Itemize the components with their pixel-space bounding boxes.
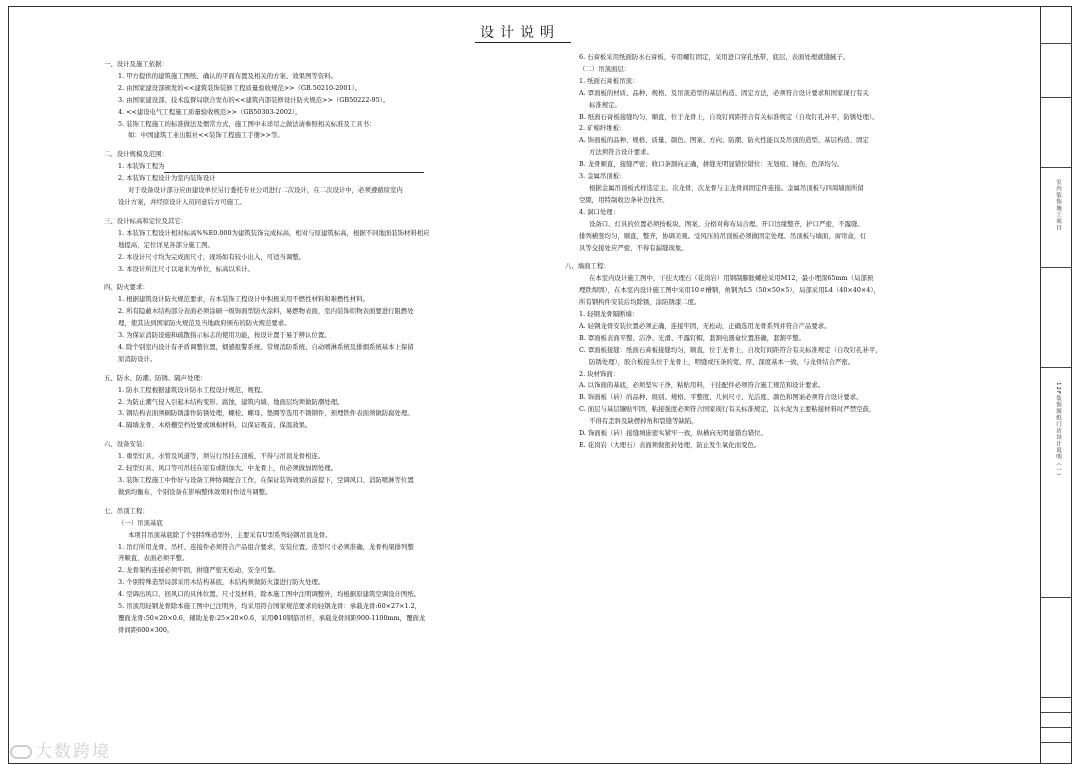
text-line [104,228,544,240]
title-block-divider [1041,43,1071,44]
text-line [104,487,544,499]
text-line-content: 防锈处理），胶合板接头位于龙骨上，明缝或压条的宽、厚、深度基本一致，与龙骨结合严密。 [589,357,855,366]
text-line-content: 标准规定。 [589,100,621,109]
text-line-content: 二、设计规模及范围： [104,150,168,159]
text-line-content: A. 罩面板的材质、品种、规格、及吊顶造型的基层构造、固定方法，必须符合设计要求和国家现行有关 [579,88,869,97]
text-line-content: 6. 石膏板采用纸面防水石膏板，专用螺钉固定，采用进口穿孔纸带，底层、表面处理就缝腻子。 [579,53,850,61]
text-line-content: 如：中国建筑工业出版社<<装饰工程施工手册>>等。 [128,131,284,140]
text-line-content: E. 花岗岩（大理石）表面须做密封处理，防止发生氧化而变色。 [579,441,761,449]
text-line [104,439,544,451]
text-line [104,354,544,366]
text-line-content: 1. 根据建筑设计防火规范要求，在本装饰工程设计中积极采用不燃性材料和难燃性材料。 [118,295,369,304]
text-line [104,385,544,397]
text-line [565,261,1000,273]
text-line-content: 具等交接处应严密，不得有漏缝现象。 [579,243,688,252]
text-line-content: B. 饰面板（砖）的品种、级别、规格、平整度、几何尺寸、光洁度、颜色和图案必须符合设计要求。 [579,393,863,402]
chat-bubble-icon [10,745,32,759]
text-line-content: （一）吊顶基底 [118,518,163,527]
title-block-divider [1041,167,1071,168]
text-line [565,345,1000,357]
text-line [104,506,544,518]
text-line [565,219,1000,231]
text-line-content: 骨间距600×300。 [118,625,174,634]
text-line [104,240,544,252]
text-line [104,408,544,420]
text-line-content: 1. 轻钢龙骨隔断墙： [579,310,639,319]
text-line-content: 4. 隔墙龙骨、木格栅空档处要或填棉材料，以保证吸音、保温效果。 [118,421,312,430]
text-line-content: 理，使其达到国家防火规范及当地政府颁布的防火规范要求。 [118,319,291,328]
text-line-content: 4. 除个别室内设计有矛盾调整位置，烟感报警系统、常规消防系统、自动喷淋系统及排烟系统基本上保留 [118,342,414,351]
text-line-content: 2. 为防止潮气侵入引起木结构变形、腐蚀，建筑内墙、地面层均须做防潮处理。 [118,397,344,406]
text-line [565,416,1000,428]
text-line [565,273,1000,285]
left-column [104,52,544,637]
text-line-content: 排列横竖均匀，顺直，整齐，协调美观。受风压的吊顶板必须做固定处理。吊顶板与墙面，窗帘盒，灯 [579,231,867,240]
text-line-content: 3. 本设计所注尺寸以毫米为单位，标高以米计。 [118,264,254,273]
text-line-content: 地提高，定位详见各部分施工图。 [118,240,214,249]
text-line [104,625,544,637]
text-line [104,216,544,228]
watermark [10,737,111,762]
text-line-content: 做到均衡布，个别设备在影响整体效果时作适当调整。 [118,487,272,496]
text-line-content: 空隙，用特制收边条补边找齐。 [579,195,669,204]
text-line [565,309,1000,321]
text-line [565,183,1000,195]
text-line [104,475,544,487]
text-line [104,530,544,542]
project-label: 室内装饰施工项目 [1055,179,1061,231]
text-line [104,197,544,209]
text-line [104,397,544,409]
text-line [104,83,544,95]
text-line-content: 所有钢构件安装后均除锈，涂防锈漆二度。 [579,298,701,307]
text-line-content: 5. 吊顶用轻钢龙骨除本施工图中已注明外，均采用符合国家规范要求的轻钢龙骨：承载龙骨:60×27×1.2， [118,602,422,611]
text-line [104,565,544,577]
text-line [565,147,1000,159]
text-line-content: 2. 矿棉纤维板： [579,124,626,133]
text-line [104,173,544,185]
text-line-content: A. 以饰面的基底，必须坚实干净，粘贴用料，干挂配件必须符合施工规范和设计要求。 [579,381,825,390]
text-line [104,613,544,625]
text-line-content: 2. 块材饰面： [579,369,620,378]
text-line [565,440,1000,452]
text-line-content: 3. 由国家建设部、技术监督局联合发布的<<建筑内部装修设计防火规范>>（GB50222-95）。 [118,95,390,104]
text-line [104,577,544,589]
text-line-content: 对于设备设计部分应由建设单位另行委托专业公司进行二次设计，在二次设计中，必须遵循原室内 [128,186,403,195]
text-line [104,518,544,530]
text-line-content: 方法须符合设计要求。 [589,148,653,157]
text-line-content: 3. 装饰工程施工中作好与设备工种协调配合工作，在保证装饰效果的前提下，空调风口、消防喷淋等位置 [118,476,414,484]
text-line [104,342,544,354]
text-line [104,95,544,107]
title-block-divider [1041,697,1071,698]
text-line [104,161,544,173]
text-line-content: 3. 钢结构表面须刷防锈漆作防锈处理，螺栓、螺母、垫圈等选用不锈钢件，预埋铁件表面须做防腐处理。 [118,409,414,418]
text-line-content: B. 纸面石膏板接缝均匀，顺直，位于龙骨上，自攻钉间距符合有关标准规定（自攻钉孔补平，防锈处理）。 [579,112,879,121]
text-line-content: 覆面龙骨:50×20×0.6，辅助龙骨:25×20×0.6，采用Φ10钢筋吊杆，承载龙骨间距900-1100mm，覆面龙 [118,613,426,622]
text-line [565,135,1000,147]
text-line [104,59,544,71]
text-line [565,380,1000,392]
text-line [104,185,544,197]
text-line [565,171,1000,183]
text-line-content: 1. 甲方提供的建筑施工图纸、确认的平面布置及相关的方案、效果图等资料。 [118,71,338,80]
text-line [565,321,1000,333]
text-line [565,231,1000,243]
text-line [565,285,1000,297]
text-line [104,318,544,330]
text-line-content: 1. 重型灯具、水管及风道等，须另行吊挂在顶板，不得与吊顶龙骨相连。 [118,452,325,461]
text-line [104,601,544,613]
text-line-content: 2. 由国家建设部颁发的<<建筑装饰装修工程质量验收规范>>（GB.50210-2001）。 [118,83,362,92]
title-underline [475,42,571,43]
text-line-content: 2. 龙骨架构连接必须牢固，拼缝严密无松动，安全可靠。 [118,566,280,575]
text-line [104,330,544,342]
text-line-content: 六、设备安装： [104,440,149,449]
text-line-content: （二）吊顶面层： [579,64,631,73]
text-line [565,243,1000,255]
title-block-divider [1041,367,1071,368]
text-line [565,404,1000,416]
text-line [104,542,544,554]
text-line-content: 设计方案，并经原设计人员同意后方可施工。 [118,197,246,206]
text-line-content: 2. 所有隐蔽木结构部分表面必须涂刷一级饰面型防火涂料，易燃物表面，室内装饰织物表面要进行阻燃处 [118,307,414,316]
text-line [104,373,544,385]
title-block-divider [1041,727,1071,728]
text-line-content: B. 罩面板表面平整、洁净、光滑、不露钉帽，套割电器盒位置准确，套割平整。 [579,333,806,342]
text-line-content: 3. 金属吊顶板： [579,172,626,181]
text-line [104,306,544,318]
text-line [104,451,544,463]
text-line [565,112,1000,124]
text-line-content: A. 饰面板的品种、规格、质量、颜色、图案、方向、防潮、防火性能以及吊顶的造型、基层构造、固定 [579,136,869,145]
text-line [565,76,1000,88]
text-line [104,553,544,565]
title-block-divider [1041,742,1071,743]
text-line-content: 1. 吊灯所用龙骨、吊杆、连接件必须符合产品组合要求，安装位置、造型尺寸必须准确，龙骨构架排列整 [118,542,414,551]
fill-in-blank [164,165,424,173]
text-line-content: 八、墙面工程： [565,262,610,271]
text-line-content: 1. 本装饰工程设计相对标高%%E0.000为建筑装饰完成标高，相对与原建筑标高，根据不同地面装饰材料相应 [118,228,430,237]
text-line-content: 齐顺直，表面必须平整。 [118,554,189,563]
title-block-divider [1041,267,1071,268]
text-line [565,357,1000,369]
text-line-content: 3. 为保证消防设施和疏散指示标志的使用功能，按设计置于易于辨认位置。 [118,331,331,340]
text-line [565,64,1000,76]
drawing-title: 12F装饰图纸门店设计说明（一） [1055,382,1061,480]
text-line-content: 四、防火要求： [104,283,149,292]
text-line [565,100,1000,112]
text-line [565,428,1000,440]
page-title: 设计说明 [480,25,560,41]
text-line-content: B. 龙骨顺直，接缝严密；收口条割向正确，拼缝无明显错位错位：无划痕、锤伤，色泽均匀。 [579,160,844,169]
text-line [104,130,544,142]
text-line [565,88,1000,100]
text-line-content: 2. 轻型灯具、风口等可吊挂在原有或附加大、中龙骨上，但必须做加固处理。 [118,464,338,473]
text-line [104,107,544,119]
text-line-content: 3. 个别特殊造型局部采用木结构基底，木结构须做防火漆进行防火处理。 [118,578,325,587]
text-line-content: 2. 本装饰工程设计为室内装饰设计 [118,174,216,183]
watermark-text: 大数跨境 [35,742,111,762]
text-line-content: 一、设计及施工依据： [104,60,168,68]
text-line-content: 不得有歪斜及缺楞掉角和裂缝等缺陷。 [589,417,698,426]
text-line [104,264,544,276]
text-line-content: 设备口、灯具的位置必须按板块、图案、分格对称布局合理。开口边缘整齐，护口严密，不露缝。 [589,219,864,228]
text-line-content: 4. <<建设电气工程施工质量验收规范>>（GB50303-2002）。 [118,107,302,116]
title-block-divider [1041,712,1071,713]
text-line-content: 4. 洞口处理： [579,207,620,216]
text-line-content: D. 饰面板（砖）接缝填嵌密实紧牢一致，纵横向无明显错台错位。 [579,429,767,438]
text-line-content: 本项目吊顶基底除了个别特殊造型外，主要采有U型系列轻钢吊顶龙骨。 [128,530,332,539]
text-line-content: C. 罩面板接缝：纸面石膏板接缝均匀，顺直，位于龙骨上，自攻钉间距符合有关标准规定（自攻钉孔补平， [579,345,882,354]
text-line-content: 埋铁焊固），在本室内设计施工图中采用10＃槽钢，角钢为L5（50×50×5），局部采用L4（40×40×4）， [579,286,880,295]
text-line [565,52,1000,64]
text-line [565,392,1000,404]
text-line [104,252,544,264]
text-line [104,149,544,161]
text-line [104,282,544,294]
text-line-content: 原消防设计。 [118,354,157,363]
text-line [565,195,1000,207]
text-line [104,71,544,83]
title-block-divider [1041,97,1071,98]
right-column [565,52,1000,452]
text-line [565,207,1000,219]
text-line [104,463,544,475]
text-line-content: 五、防水、防潮、防锈、隔声处理： [104,373,207,382]
text-line [565,123,1000,135]
text-line-content: 三、设计标高和定位及其它： [104,216,188,225]
title-block [1041,6,1072,764]
title-block-divider [1041,597,1071,598]
text-line [565,369,1000,381]
text-line-content: 1. 本装饰工程为 [118,162,165,171]
text-line [565,333,1000,345]
text-line-content: C. 面层与基层镶贴牢固，粘接强度必须符合国家现行有关标准规定，以水泥为主要粘接材料时严禁空鼓， [579,405,876,414]
text-line [565,159,1000,171]
text-line-content: 1. 防水工程根据建筑设计防水工程设计规范、规程。 [118,385,267,394]
text-line-content: 5. 装饰工程施工的标准做法及惯常方式，施工图中未详尽之做法请参照相关标准及工具书： [118,119,376,128]
text-line-content: A. 轻钢龙骨安装位置必须正确，连接牢固，无松动，正确选用龙骨系列并符合产品要求。 [579,321,831,330]
text-line [104,420,544,432]
text-line [104,589,544,601]
text-line [565,297,1000,309]
text-line [104,294,544,306]
text-line-content: 1. 纸面石膏板吊顶： [579,76,639,85]
text-line-content: 在本室内设计施工图中，干挂大理石（花岗岩）用钢制膨胀螺栓采用M12，最小埋深65mm（局部预 [589,274,874,283]
text-line [104,119,544,131]
text-line-content: 根据金属吊顶板式样选定主、次龙骨，次龙骨与主龙骨间固定件连接。金属吊顶板与四周墙面所留 [589,183,864,192]
text-line-content: 2. 本设计尺寸均为完成面尺寸，现场如有较小出入，可适当调整。 [118,252,306,261]
text-line-content: 4. 空调出风口、回风口的具体位置、尺寸及材料，除本施工图中注明调整外，均根据原建筑空调设计图纸。 [118,590,421,599]
text-line-content: 七、吊顶工程： [104,506,149,515]
